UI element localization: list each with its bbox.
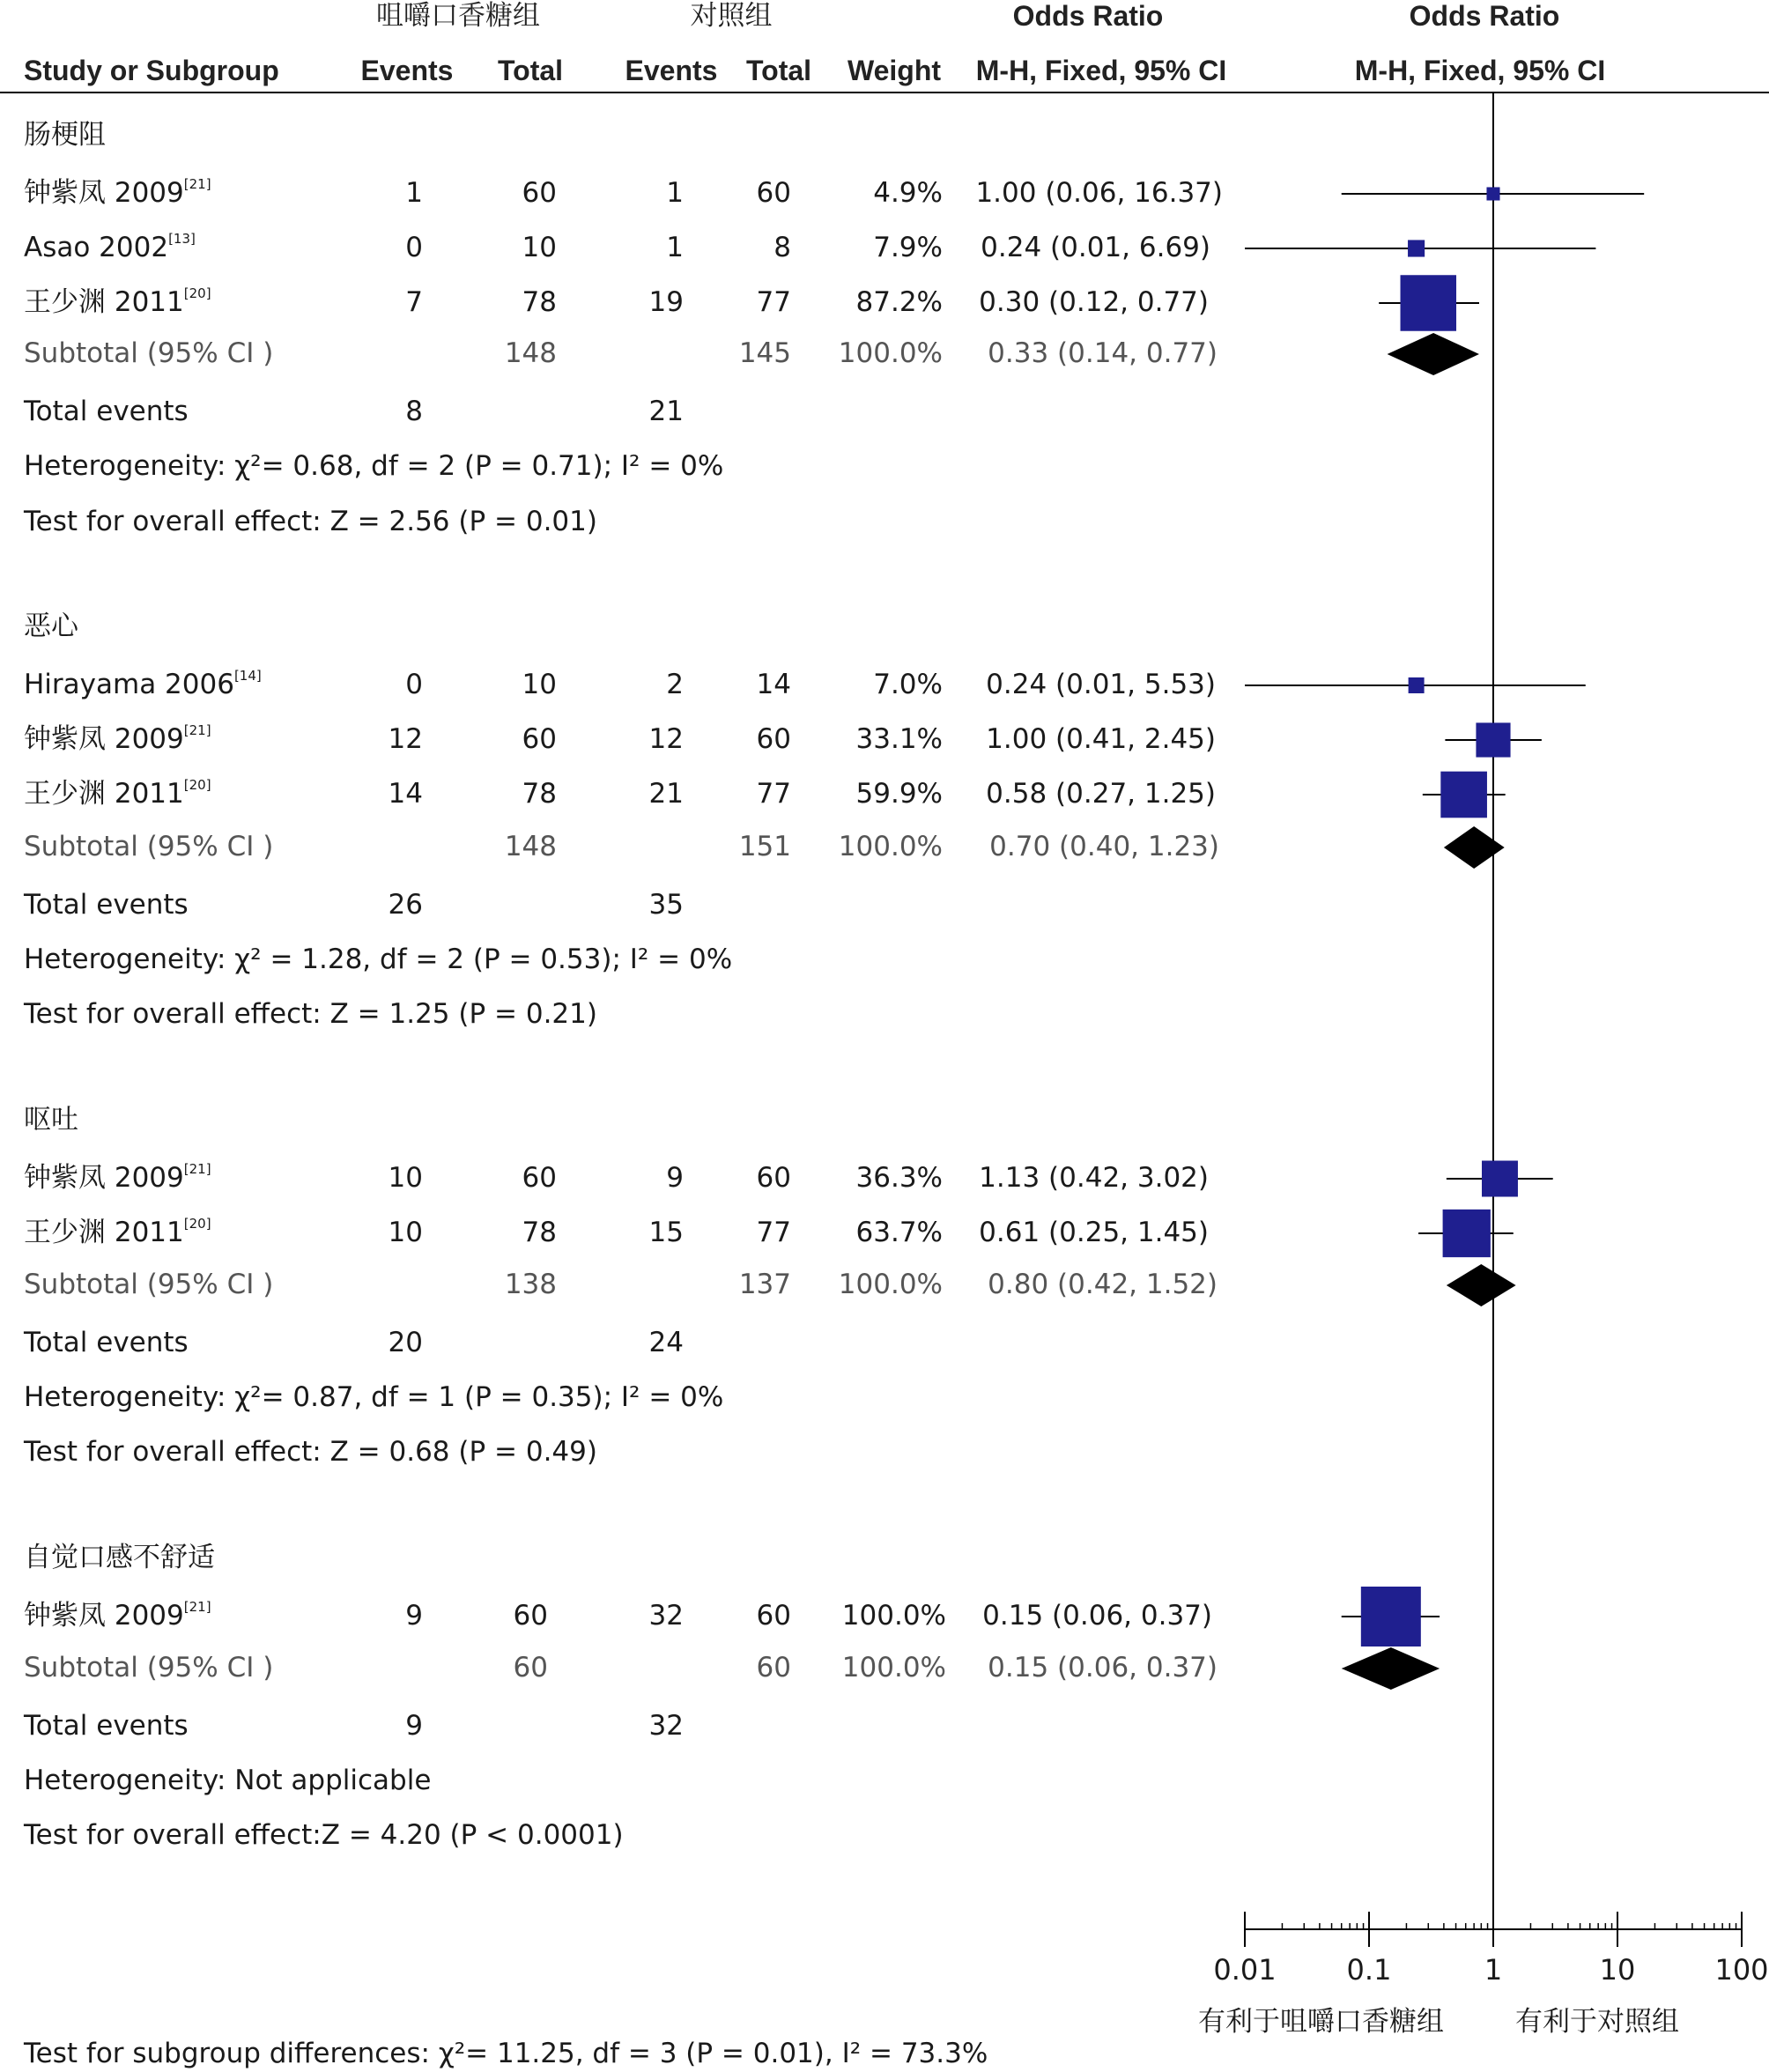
- ctl-events: 9: [666, 1162, 684, 1194]
- exp-total: 78: [522, 286, 557, 318]
- exp-total: 60: [513, 1600, 548, 1632]
- subgroup-differences-text: Test for subgroup differences: χ²= 11.25, df = 3 (P = 0.01), I² = 73.3%: [24, 2038, 988, 2069]
- total-events-exp: 26: [388, 889, 423, 921]
- weight-value: 87.2%: [855, 286, 943, 318]
- ctl-total: 14: [756, 669, 791, 700]
- favours-experimental-label: 有利于咀嚼口香糖组: [1198, 2006, 1444, 2038]
- study-name: 王少渊 2011[20]: [24, 777, 211, 810]
- exp-total-header: Total: [497, 55, 564, 86]
- ctl-events: 19: [648, 286, 684, 318]
- subtotal-diamond: [1447, 1264, 1516, 1306]
- point-estimate-square: [1409, 677, 1425, 693]
- study-name: 钟紫凤 2009[21]: [24, 176, 211, 209]
- subgroup-title: 恶心: [24, 610, 78, 642]
- ctl-events: 1: [666, 177, 684, 209]
- ctl-total-header: Total: [745, 55, 812, 86]
- exp-total: 10: [522, 232, 557, 263]
- ctl-events: 21: [648, 778, 684, 810]
- x-tick-label: 0.01: [1213, 1953, 1277, 1987]
- subgroup-title: 肠梗阻: [24, 119, 106, 151]
- subtotal-label: Subtotal (95% CI ): [24, 831, 274, 862]
- total-events-ctl: 35: [648, 889, 684, 921]
- exp-events: 7: [405, 286, 423, 318]
- ctl-events: 32: [648, 1600, 684, 1632]
- heterogeneity-text: Heterogeneity: χ² = 1.28, df = 2 (P = 0.53); I² = 0%: [24, 944, 733, 975]
- total-events-label: Total events: [24, 889, 189, 921]
- study-reference: [20]: [183, 285, 211, 301]
- x-tick-label: 10: [1599, 1953, 1636, 1987]
- x-tick-label: 1: [1484, 1953, 1503, 1987]
- or-ci-value: 0.24 (0.01, 5.53): [986, 669, 1216, 700]
- exp-events: 10: [388, 1162, 423, 1194]
- point-estimate-square: [1408, 240, 1425, 256]
- subgroup-title: 自觉口感不舒适: [24, 1542, 215, 1573]
- study-name: 钟紫凤 2009[21]: [24, 1599, 211, 1632]
- subtotal-weight: 100.0%: [838, 831, 943, 862]
- subtotal-exp-total: 60: [513, 1652, 548, 1684]
- subtotal-exp-total: 138: [504, 1269, 557, 1300]
- ctl-total: 77: [756, 1217, 791, 1248]
- study-name: 王少渊 2011[20]: [24, 285, 211, 318]
- study-reference: [21]: [183, 1161, 211, 1177]
- total-events-ctl: 32: [648, 1710, 684, 1742]
- exp-events: 1: [405, 177, 423, 209]
- point-estimate-square: [1401, 275, 1456, 330]
- point-estimate-square: [1476, 722, 1510, 757]
- study-name: 王少渊 2011[20]: [24, 1216, 211, 1248]
- overall-effect-text: Test for overall effect:Z = 4.20 (P < 0.0001): [24, 1819, 624, 1851]
- point-estimate-square: [1482, 1161, 1518, 1197]
- exp-events: 14: [388, 778, 423, 810]
- overall-effect-text: Test for overall effect: Z = 2.56 (P = 0.01): [24, 506, 597, 537]
- or-title-left: Odds Ratio: [1012, 0, 1164, 32]
- heterogeneity-text: Heterogeneity: χ²= 0.68, df = 2 (P = 0.71); I² = 0%: [24, 450, 724, 482]
- exp-total: 78: [522, 778, 557, 810]
- subtotal-ctl-total: 60: [756, 1652, 791, 1684]
- study-reference: [14]: [233, 668, 262, 684]
- study-reference: [20]: [183, 1216, 211, 1232]
- ctl-events: 1: [666, 232, 684, 263]
- weight-value: 7.0%: [873, 669, 943, 700]
- subtotal-diamond: [1444, 826, 1505, 869]
- total-events-label: Total events: [24, 396, 189, 427]
- study-reference: [21]: [183, 1599, 211, 1615]
- ctl-events: 15: [648, 1217, 684, 1248]
- or-ci-value: 0.58 (0.27, 1.25): [986, 778, 1216, 810]
- study-name: Hirayama 2006[14]: [24, 668, 262, 700]
- ctl-total: 8: [773, 232, 791, 263]
- exp-total: 78: [522, 1217, 557, 1248]
- exp-events: 0: [405, 232, 423, 263]
- exp-total: 60: [522, 723, 557, 755]
- x-tick-label: 0.1: [1346, 1953, 1392, 1987]
- study-name: 钟紫凤 2009[21]: [24, 1161, 211, 1194]
- exp-events-header: Events: [360, 55, 454, 86]
- exp-total: 60: [522, 177, 557, 209]
- study-reference: [21]: [183, 176, 211, 192]
- point-estimate-square: [1486, 187, 1499, 200]
- exp-events: 12: [388, 723, 423, 755]
- heterogeneity-text: Heterogeneity: χ²= 0.87, df = 1 (P = 0.35); I² = 0%: [24, 1381, 724, 1413]
- weight-value: 63.7%: [855, 1217, 943, 1248]
- or-ci-value: 0.15 (0.06, 0.37): [982, 1600, 1212, 1632]
- study-name: 钟紫凤 2009[21]: [24, 722, 211, 755]
- ctl-total: 60: [756, 177, 791, 209]
- subtotal-exp-total: 148: [504, 337, 557, 369]
- ctl-total: 60: [756, 1162, 791, 1194]
- method-header-left: M-H, Fixed, 95% CI: [975, 55, 1227, 86]
- or-ci-value: 0.61 (0.25, 1.45): [979, 1217, 1209, 1248]
- total-events-exp: 8: [405, 396, 423, 427]
- total-events-ctl: 21: [648, 396, 684, 427]
- subtotal-weight: 100.0%: [838, 1269, 943, 1300]
- or-title-right: Odds Ratio: [1409, 0, 1560, 32]
- total-events-label: Total events: [24, 1710, 189, 1742]
- exp-group-header: 咀嚼口香糖组: [376, 0, 540, 31]
- subtotal-label: Subtotal (95% CI ): [24, 1652, 274, 1684]
- subtotal-or-ci: 0.15 (0.06, 0.37): [988, 1652, 1218, 1684]
- weight-value: 7.9%: [873, 232, 943, 263]
- subtotal-or-ci: 0.80 (0.42, 1.52): [988, 1269, 1218, 1300]
- total-events-exp: 20: [388, 1327, 423, 1358]
- exp-events: 9: [405, 1600, 423, 1632]
- subtotal-weight: 100.0%: [838, 337, 943, 369]
- subtotal-exp-total: 148: [504, 831, 557, 862]
- overall-effect-text: Test for overall effect: Z = 1.25 (P = 0.21): [24, 998, 597, 1030]
- subtotal-diamond: [1388, 333, 1479, 375]
- point-estimate-square: [1440, 772, 1487, 818]
- ctl-total: 60: [756, 723, 791, 755]
- weight-value: 100.0%: [841, 1600, 946, 1632]
- favours-control-label: 有利于对照组: [1515, 2006, 1679, 2038]
- or-ci-value: 1.00 (0.06, 16.37): [975, 177, 1223, 209]
- or-ci-value: 1.13 (0.42, 3.02): [979, 1162, 1209, 1194]
- or-ci-value: 0.30 (0.12, 0.77): [979, 286, 1209, 318]
- study-column-header: Study or Subgroup: [24, 55, 279, 86]
- total-events-ctl: 24: [648, 1327, 684, 1358]
- point-estimate-square: [1443, 1210, 1491, 1257]
- weight-value: 4.9%: [873, 177, 943, 209]
- total-events-label: Total events: [24, 1327, 189, 1358]
- point-estimate-square: [1361, 1587, 1421, 1646]
- exp-total: 10: [522, 669, 557, 700]
- ctl-events-header: Events: [625, 55, 718, 86]
- overall-effect-text: Test for overall effect: Z = 0.68 (P = 0.49): [24, 1436, 597, 1468]
- ctl-total: 77: [756, 286, 791, 318]
- subtotal-label: Subtotal (95% CI ): [24, 1269, 274, 1300]
- x-tick-label: 100: [1714, 1953, 1769, 1987]
- study-reference: [13]: [168, 231, 196, 247]
- ctl-group-header: 对照组: [690, 0, 773, 31]
- weight-value: 36.3%: [855, 1162, 943, 1194]
- or-ci-value: 0.24 (0.01, 6.69): [981, 232, 1210, 263]
- subgroup-title: 呕吐: [24, 1104, 78, 1136]
- or-ci-value: 1.00 (0.41, 2.45): [986, 723, 1216, 755]
- weight-value: 33.1%: [855, 723, 943, 755]
- subtotal-label: Subtotal (95% CI ): [24, 337, 274, 369]
- heterogeneity-text: Heterogeneity: Not applicable: [24, 1765, 432, 1796]
- ctl-total: 60: [756, 1600, 791, 1632]
- subtotal-ctl-total: 137: [738, 1269, 791, 1300]
- study-name: Asao 2002[13]: [24, 231, 196, 263]
- subtotal-or-ci: 0.33 (0.14, 0.77): [988, 337, 1218, 369]
- exp-events: 0: [405, 669, 423, 700]
- subtotal-diamond: [1342, 1647, 1440, 1690]
- ctl-events: 12: [648, 723, 684, 755]
- exp-events: 10: [388, 1217, 423, 1248]
- subtotal-ctl-total: 145: [738, 337, 791, 369]
- total-events-exp: 9: [405, 1710, 423, 1742]
- weight-value: 59.9%: [855, 778, 943, 810]
- exp-total: 60: [522, 1162, 557, 1194]
- subtotal-ctl-total: 151: [738, 831, 791, 862]
- ctl-events: 2: [666, 669, 684, 700]
- method-header-right: M-H, Fixed, 95% CI: [1354, 55, 1606, 86]
- weight-header: Weight: [847, 55, 942, 86]
- study-reference: [20]: [183, 777, 211, 793]
- subtotal-weight: 100.0%: [841, 1652, 946, 1684]
- ctl-total: 77: [756, 778, 791, 810]
- study-reference: [21]: [183, 722, 211, 738]
- subtotal-or-ci: 0.70 (0.40, 1.23): [989, 831, 1219, 862]
